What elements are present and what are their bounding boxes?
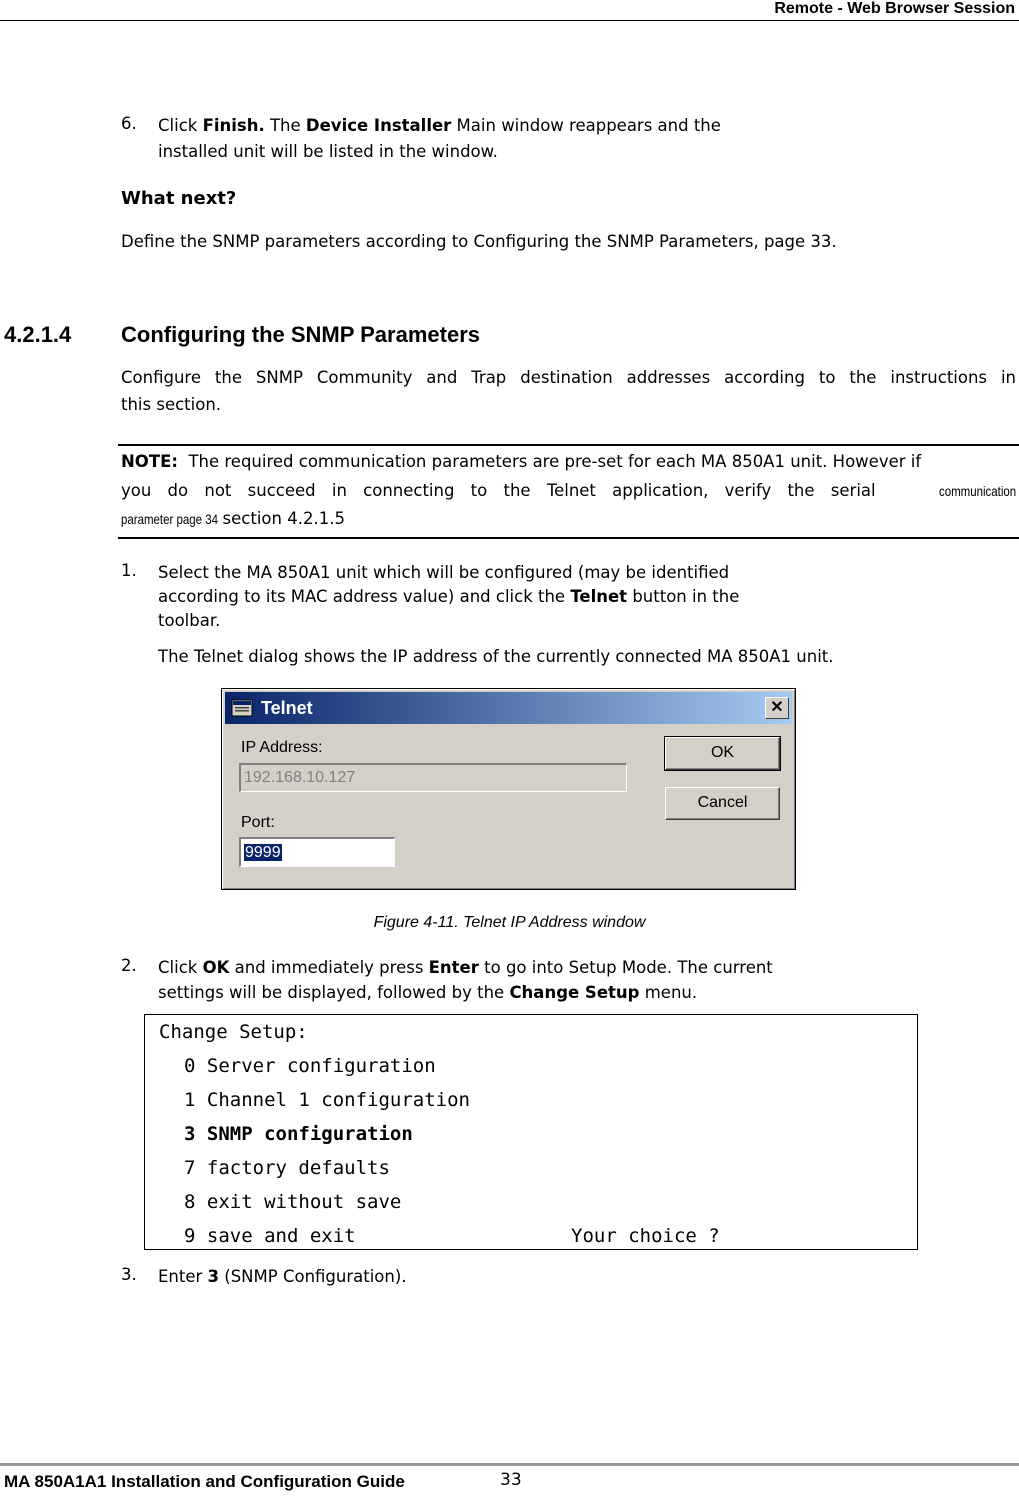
step-1-line3: toolbar. — [158, 611, 221, 630]
page-number: 33 — [500, 1470, 522, 1490]
ok-button[interactable]: OK — [665, 737, 780, 770]
section-title: Configuring the SNMP Parameters — [121, 322, 480, 347]
window-icon — [231, 699, 253, 717]
menu-item: 9 save and exit — [184, 1225, 356, 1247]
dialog-title-bar[interactable] — [225, 692, 792, 724]
step-2-number: 2. — [121, 956, 137, 975]
dialog-title: Telnet — [261, 698, 313, 718]
ip-address-label: IP Address: — [241, 739, 323, 756]
note-line2: you do not succeed in connecting to the Telnet application, verify the serial communication — [121, 481, 1016, 500]
figure-caption: Figure 4-11. Telnet IP Address window — [373, 914, 646, 931]
close-button[interactable] — [765, 697, 789, 719]
step-1-line2: according to its MAC address value) and click the Telnet button in the — [158, 587, 740, 606]
what-next-text: Define the SNMP parameters according to Configuring the SNMP Parameters, page 33. — [121, 232, 837, 251]
port-label: Port: — [241, 814, 275, 831]
step-6-text-line2: installed unit will be listed in the window. — [158, 142, 498, 161]
menu-prompt: Your choice ? — [571, 1225, 720, 1247]
step-2-line2: settings will be displayed, followed by the Change Setup menu. — [158, 983, 698, 1002]
note-bottom-rule — [118, 537, 1019, 539]
running-header: Remote - Web Browser Session — [774, 0, 1015, 17]
step-3-number: 3. — [121, 1265, 137, 1284]
section-intro-line1: Configure the SNMP Community and Trap destination addresses according to the instructions in — [121, 368, 1016, 387]
section-number: 4.2.1.4 — [4, 322, 72, 347]
ip-address-field[interactable]: 192.168.10.127 — [239, 763, 627, 792]
cancel-button[interactable]: Cancel — [665, 787, 780, 820]
step-1-line1: Select the MA 850A1 unit which will be configured (may be identified — [158, 563, 730, 582]
step-1-followup: The Telnet dialog shows the IP address of the currently connected MA 850A1 unit. — [158, 647, 834, 666]
port-field[interactable]: 9999 — [239, 837, 395, 867]
menu-item: 7 factory defaults — [184, 1157, 390, 1179]
header-rule — [0, 20, 1019, 21]
menu-item: 0 Server configuration — [184, 1055, 436, 1077]
step-3-text: Enter 3 (SNMP Configuration). — [158, 1267, 407, 1286]
menu-item: 8 exit without save — [184, 1191, 402, 1213]
footer-title: MA 850A1A1 Installation and Configuration Guide — [4, 1472, 405, 1491]
note-line3: parameter page 34 section 4.2.1.5 — [121, 509, 345, 528]
step-6-number: 6. — [121, 114, 137, 133]
section-intro-line2: this section. — [121, 395, 222, 414]
step-1-number: 1. — [121, 561, 137, 580]
menu-item-highlighted: 3 SNMP configuration — [184, 1123, 413, 1145]
what-next-heading: What next? — [121, 188, 237, 209]
note-top-rule — [118, 444, 1019, 446]
telnet-dialog — [221, 688, 796, 890]
step-2-line1: Click OK and immediately press Enter to go into Setup Mode. The current — [158, 958, 773, 977]
step-6-text: Click Finish. The Device Installer Main window reappears and the — [158, 116, 721, 135]
footer-rule — [0, 1463, 1019, 1466]
menu-item: 1 Channel 1 configuration — [184, 1089, 470, 1111]
close-icon: ✕ — [770, 699, 784, 716]
change-setup-menu — [144, 1014, 918, 1250]
note-label: NOTE: — [121, 452, 178, 471]
note-line1: NOTE: The required communication parameters are pre-set for each MA 850A1 unit. However if — [121, 452, 922, 471]
menu-header: Change Setup: — [159, 1021, 308, 1043]
